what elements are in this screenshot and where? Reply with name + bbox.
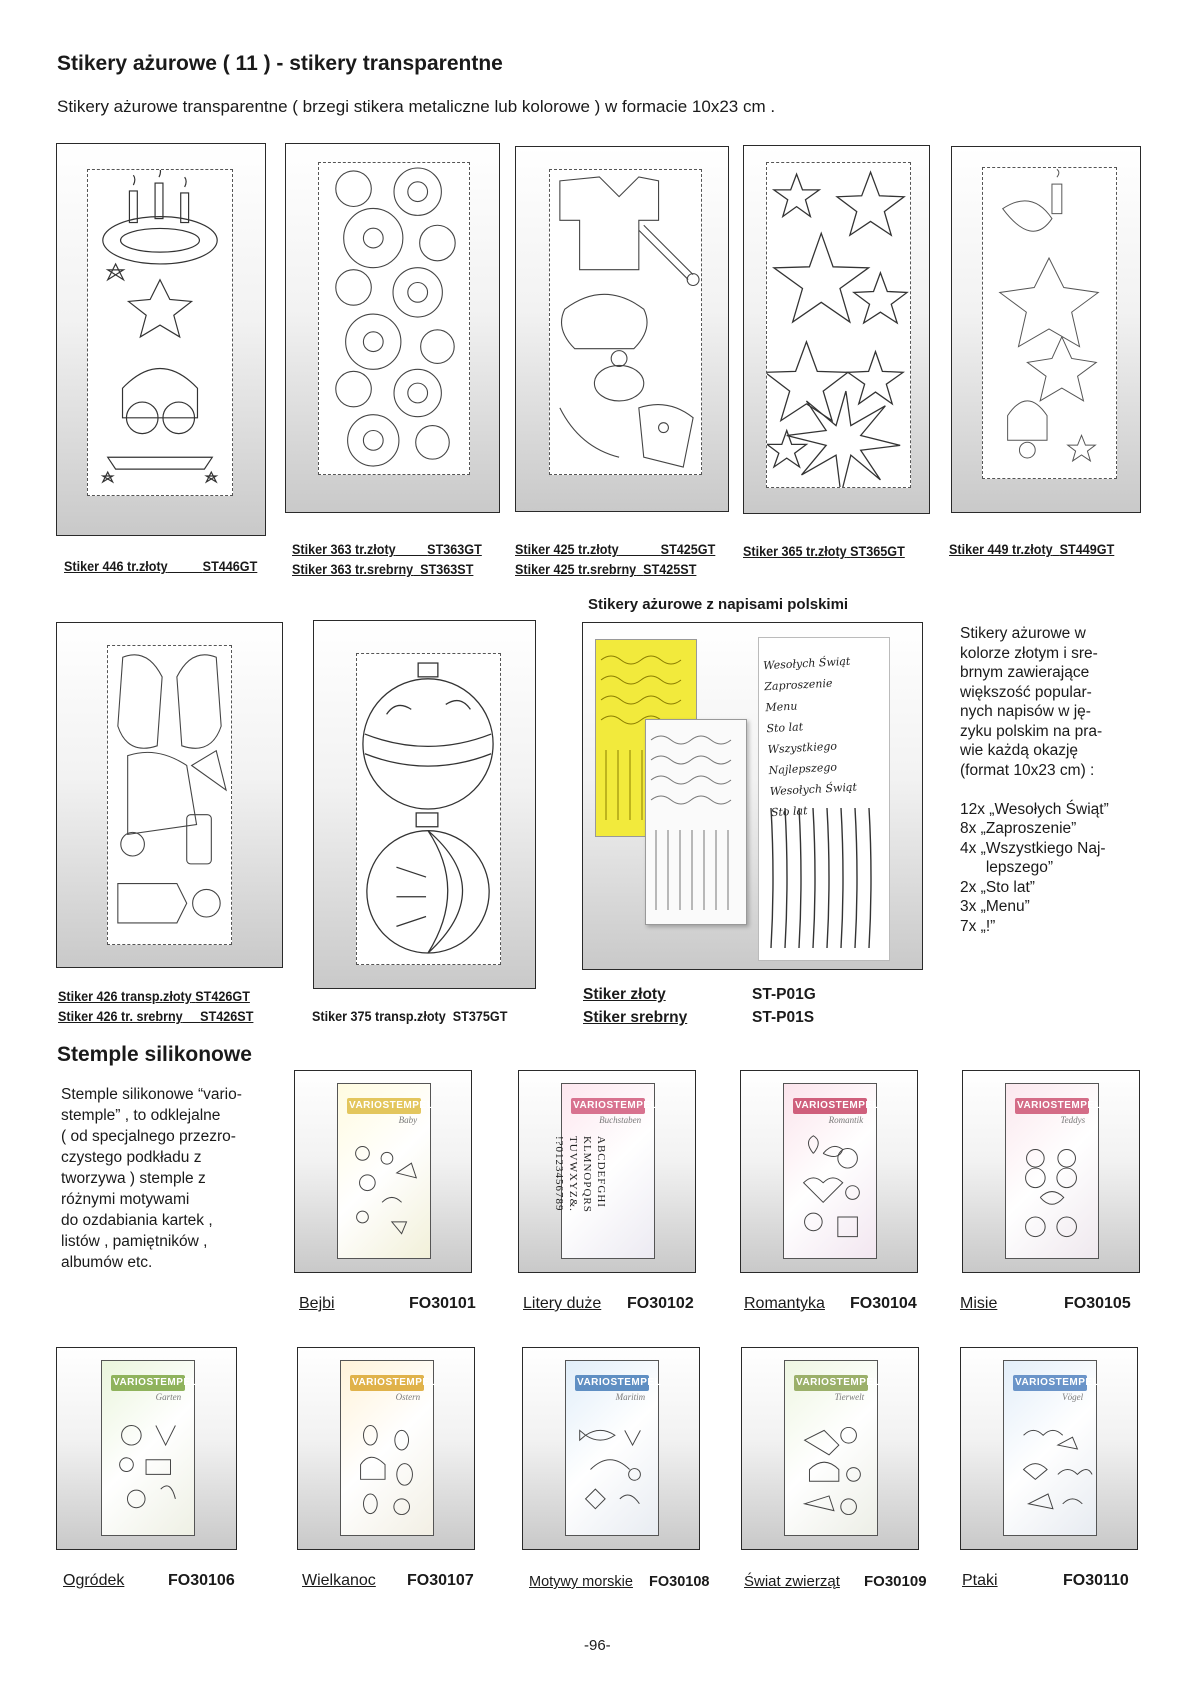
sticker-363-sheet — [318, 162, 470, 475]
page-subtitle: Stikery ażurowe transparentne ( brzegi stikera metaliczne lub kolorowe ) w formacie 10x23 cm . — [57, 97, 776, 116]
caption-fo30106 — [63, 1572, 241, 1590]
caption-p01g-code: ST-P01G — [752, 986, 816, 1003]
polish-stickers-heading: Stikery ażurowe z napisami polskimi — [588, 596, 849, 613]
caption-449 — [949, 541, 1114, 557]
side-line: kolorze złotym i sre- — [960, 644, 1098, 662]
stamp-frame-zwierzeta — [741, 1347, 919, 1550]
package-subtitle: Garten — [155, 1392, 182, 1403]
sticker-word-1: Wesołych Świąt — [762, 654, 851, 673]
stamps-description — [61, 1084, 242, 1273]
package-subtitle: Buchstaben — [599, 1115, 642, 1126]
caption-426-gold-code: ST426GT — [195, 988, 250, 1004]
package-subtitle: Romantik — [828, 1115, 864, 1126]
stamp-code: FO30105 — [1064, 1295, 1131, 1312]
baby-motifs-illustration — [338, 1084, 430, 1258]
stamps-desc-line: stemple” , to odklejalne — [61, 1107, 221, 1124]
package-brand: VARIOSTEMPEL — [113, 1376, 198, 1388]
stars-illustration — [767, 163, 910, 487]
caption-375-name: Stiker 375 transp.złoty — [312, 1008, 446, 1024]
stamp-frame-romantyka — [740, 1070, 918, 1273]
caption-375-code: ST375GT — [452, 1008, 508, 1024]
caption-363-silver-code: ST363ST — [420, 561, 474, 577]
side-line: lepszego” — [960, 859, 1054, 876]
stamp-frame-misie — [962, 1070, 1140, 1273]
caption-fo30104 — [744, 1295, 922, 1313]
sticker-363-frame — [285, 143, 500, 513]
letters-row: KLMNOPQRS — [581, 1136, 593, 1213]
caption-449-code: ST449GT — [1059, 541, 1115, 557]
poinsettia-illustration — [983, 168, 1116, 478]
sticker-375-sheet — [356, 653, 501, 965]
stamp-frame-litery — [518, 1070, 696, 1273]
stamps-desc-line: ( od specjalnego przezro- — [61, 1128, 236, 1145]
stamps-desc-line: różnymi motywami — [61, 1191, 190, 1208]
sea-motifs-illustration — [566, 1361, 658, 1535]
sticker-446-frame — [56, 143, 266, 536]
caption-426-silver-code: ST426ST — [200, 1008, 254, 1024]
caption-fo30102 — [523, 1295, 701, 1313]
caption-fo30105 — [960, 1295, 1138, 1313]
stamp-code: FO30109 — [864, 1573, 927, 1590]
side-line: 8x „Zaproszenie” — [960, 820, 1077, 837]
package-subtitle: Maritim — [615, 1392, 646, 1403]
stamp-code: FO30108 — [649, 1574, 710, 1590]
side-line: 7x „!” — [960, 917, 996, 935]
package-brand: VARIOSTEMPEL — [577, 1376, 662, 1388]
caption-425-silver-name: Stiker 425 tr.srebrny — [515, 561, 637, 577]
caption-p01g-name: Stiker złoty — [583, 986, 666, 1003]
sticker-word-5: Wszystkiego Najlepszego — [767, 739, 838, 778]
caption-p01s — [583, 1009, 819, 1027]
caption-446 — [64, 558, 257, 574]
side-line — [960, 780, 1109, 800]
stamp-name: Wielkanoc — [302, 1572, 376, 1589]
caption-425-gold-code: ST425GT — [660, 541, 716, 557]
stamp-name: Ptaki — [962, 1572, 998, 1589]
teddy-motifs-illustration — [1006, 1084, 1098, 1258]
stamps-desc-line: do ozdabiania kartek , — [61, 1212, 213, 1229]
stamps-desc-line: albumów etc. — [61, 1254, 153, 1271]
stamp-package-zwierzeta — [784, 1360, 881, 1536]
caption-426-gold-name: Stiker 426 transp.złoty — [58, 988, 192, 1004]
page-number: -96- — [584, 1637, 611, 1654]
caption-363-gold-code: ST363GT — [427, 541, 482, 557]
caption-fo30107 — [302, 1572, 480, 1590]
garden-motifs-illustration — [102, 1361, 194, 1535]
caption-363-silver — [292, 561, 473, 577]
caption-363-gold-name: Stiker 363 tr.złoty — [292, 541, 396, 557]
sticker-426-frame — [56, 622, 283, 968]
caption-365 — [743, 543, 905, 559]
caption-425-silver-code: ST425ST — [643, 561, 697, 577]
stamp-package-wielkanoc — [340, 1360, 437, 1536]
stamp-frame-morskie — [522, 1347, 700, 1550]
letters-row: ABCDEFGHI — [595, 1136, 607, 1208]
stamp-code: FO30110 — [1063, 1572, 1129, 1589]
stamp-package-litery — [553, 1083, 658, 1259]
stamps-desc-line: tworzywa ) stemple z — [61, 1170, 206, 1187]
caption-fo30101 — [299, 1295, 477, 1313]
stamp-package-morskie — [565, 1360, 662, 1536]
stamp-code: FO30101 — [409, 1295, 476, 1312]
sticker-word-3: Menu — [765, 699, 798, 715]
sticker-375-frame — [313, 620, 536, 989]
animal-motifs-illustration — [785, 1361, 877, 1535]
romantic-motifs-illustration — [784, 1084, 876, 1258]
caption-426-silver — [58, 1008, 253, 1024]
package-brand: VARIOSTEMPEL — [1015, 1376, 1100, 1388]
stamp-name: Litery duże — [523, 1295, 602, 1312]
sticker-word-7: Sto lat — [770, 804, 808, 820]
stamp-name: Motywy morskie — [529, 1574, 633, 1590]
caption-375 — [312, 1008, 507, 1024]
caption-365-name: Stiker 365 tr.złoty — [743, 543, 847, 559]
stamp-package-ogrodek — [101, 1360, 198, 1536]
package-subtitle: Vögel — [1062, 1392, 1084, 1403]
caption-p01s-code: ST-P01S — [752, 1009, 815, 1026]
caption-449-name: Stiker 449 tr.złoty — [949, 541, 1053, 557]
stamp-frame-ogrodek — [56, 1347, 237, 1550]
side-line: (format 10x23 cm) : — [960, 761, 1095, 779]
stamp-package-bejbi — [337, 1083, 434, 1259]
sticker-449-sheet — [982, 167, 1117, 479]
silver-sticker-sheet-small — [645, 719, 747, 925]
sticker-word-2: Zaproszenie — [763, 676, 833, 694]
package-subtitle: Tierwelt — [834, 1392, 865, 1403]
side-line: większość popular- — [960, 683, 1092, 701]
baby-feet-illustration — [108, 646, 231, 944]
stamps-heading: Stemple silikonowe — [57, 1043, 252, 1066]
caption-363-silver-name: Stiker 363 tr.srebrny — [292, 561, 414, 577]
stamp-code: FO30104 — [850, 1295, 917, 1312]
caption-fo30110 — [962, 1572, 1140, 1590]
sticker-425-frame — [515, 146, 729, 512]
christmas-wreath-illustration — [88, 170, 232, 495]
side-line: 2x „Sto lat” — [960, 878, 1035, 896]
caption-fo30108 — [529, 1574, 709, 1590]
silver-lettering-illustration — [646, 720, 746, 924]
stamp-name: Ogródek — [63, 1572, 125, 1589]
stamps-desc-line: czystego podkładu z — [61, 1149, 202, 1166]
caption-p01g — [583, 986, 819, 1004]
sticker-446-sheet — [87, 169, 233, 496]
package-brand: VARIOSTEMPEL — [1017, 1099, 1102, 1111]
side-line: 3x „Menu” — [960, 898, 1030, 915]
vertical-lettering-illustration — [759, 803, 889, 953]
package-brand: VARIOSTEMPEL — [796, 1376, 881, 1388]
stamp-frame-ptaki — [960, 1347, 1138, 1550]
sticker-426-sheet — [107, 645, 232, 945]
caption-365-code: ST365GT — [850, 543, 905, 559]
sticker-words-list — [763, 649, 894, 823]
polish-stickers-description — [960, 624, 1109, 936]
package-brand: VARIOSTEMPEL — [795, 1099, 880, 1111]
package-brand: VARIOSTEMPEL — [352, 1376, 437, 1388]
side-line: 12x „Wesołych Świąt” — [960, 800, 1109, 818]
stamp-code: FO30102 — [627, 1295, 694, 1312]
side-line: Stikery ażurowe w — [960, 625, 1086, 642]
caption-p01s-name: Stiker srebrny — [583, 1009, 688, 1026]
letters-row: TUVWXYZ&. — [567, 1136, 579, 1212]
caption-fo30109 — [744, 1573, 927, 1590]
caption-426-silver-name: Stiker 426 tr. srebrny — [58, 1008, 183, 1024]
sticker-425-sheet — [549, 169, 702, 475]
caption-363-gold — [292, 541, 482, 557]
easter-motifs-illustration — [341, 1361, 433, 1535]
stamps-desc-line: Stemple silikonowe “vario- — [61, 1086, 242, 1103]
side-line: zyku polskim na pra- — [960, 722, 1103, 740]
stamp-code: FO30107 — [407, 1572, 474, 1589]
caption-425-gold — [515, 541, 715, 557]
stamp-name: Romantyka — [744, 1295, 825, 1312]
package-brand: VARIOSTEMPEL — [349, 1099, 434, 1111]
package-subtitle: Ostern — [395, 1392, 421, 1403]
stamp-frame-wielkanoc — [297, 1347, 475, 1550]
sticker-365-sheet — [766, 162, 911, 488]
stamp-code: FO30106 — [168, 1572, 235, 1589]
caption-425-gold-name: Stiker 425 tr.złoty — [515, 541, 619, 557]
stamp-name: Bejbi — [299, 1295, 335, 1312]
polish-stickers-frame — [582, 622, 923, 970]
stamp-package-ptaki — [1003, 1360, 1100, 1536]
stamp-package-misie — [1005, 1083, 1102, 1259]
side-line: nych napisów w ję- — [960, 703, 1091, 720]
caption-425-silver — [515, 561, 696, 577]
baby-items-illustration — [550, 170, 701, 474]
silver-sticker-sheet-large — [758, 637, 890, 961]
package-subtitle: Teddys — [1060, 1115, 1086, 1126]
caption-426-gold — [58, 988, 250, 1004]
stamp-name: Świat zwierząt — [744, 1573, 840, 1590]
sticker-word-4: Sto lat — [766, 720, 804, 736]
letters-block — [488, 1136, 608, 1213]
side-line: wie każdą okazję — [960, 742, 1079, 759]
package-subtitle: Baby — [398, 1115, 418, 1126]
package-brand: VARIOSTEMPEL — [573, 1099, 658, 1111]
sticker-word-6: Wesołych Świąt — [769, 780, 858, 799]
baubles-illustration — [357, 654, 500, 964]
stamps-desc-line: listów , pamiętników , — [61, 1233, 208, 1250]
caption-446-name: Stiker 446 tr.złoty — [64, 558, 168, 574]
stamp-package-romantyka — [783, 1083, 880, 1259]
caption-446-code: ST446GT — [202, 558, 258, 574]
stamp-frame-bejbi — [294, 1070, 472, 1273]
letters-row: !?0123456789 — [553, 1136, 565, 1212]
side-line: 4x „Wszystkiego Naj- — [960, 839, 1106, 857]
flowers-illustration — [319, 163, 469, 474]
bird-motifs-illustration — [1004, 1361, 1096, 1535]
page-title: Stikery ażurowe ( 11 ) - stikery transparentne — [57, 52, 503, 75]
sticker-365-frame — [743, 145, 930, 514]
sticker-449-frame — [951, 146, 1141, 513]
stamp-name: Misie — [960, 1295, 998, 1312]
side-line: brnym zawierające — [960, 664, 1090, 681]
